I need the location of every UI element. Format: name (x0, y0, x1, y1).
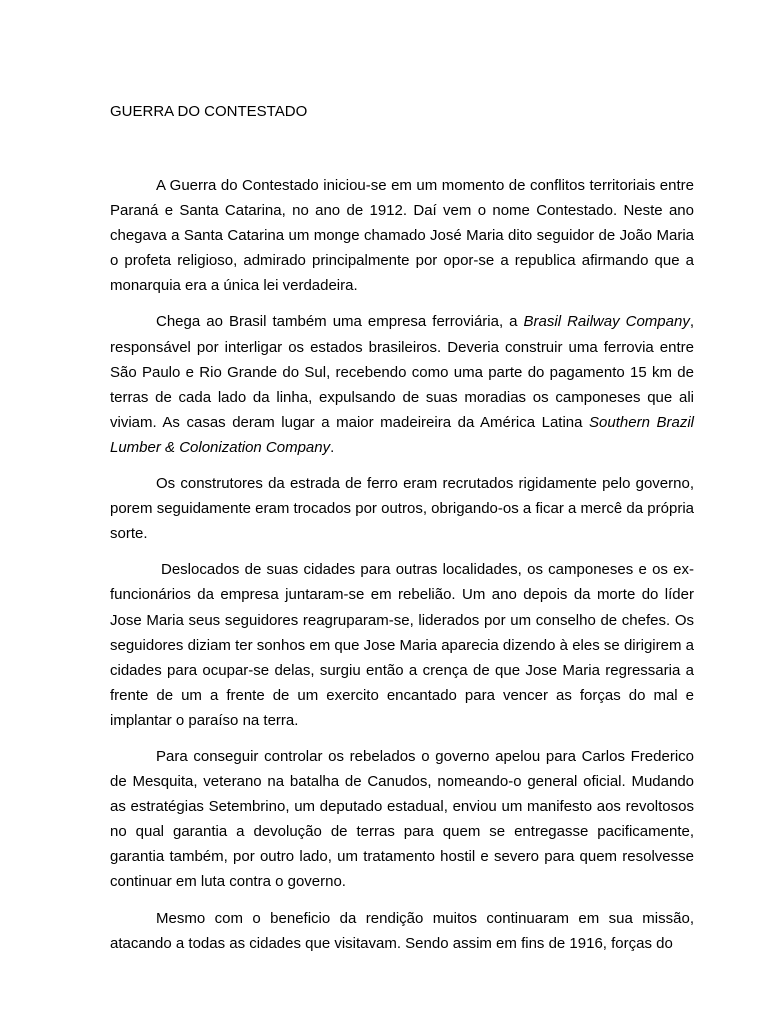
paragraph-text: Deslocados de suas cidades para outras localidades, os camponeses e os ex-funcionários da empresa juntaram-se em rebelião. Um ano depois da morte do líder Jose Maria seus seguidores reagruparam-se, liderados por um conselho de chefes. Os seguidores diziam ter sonhos em que Jose Maria aparecia dizendo à eles se dirigirem a cidades para ocupar-se delas, surgiu então a crença de que Jose Maria regressaria a frente de um a frente de um exercito encantado para vencer as forças do mal e implantar o paraíso na terra. (110, 561, 694, 729)
paragraph (110, 309, 694, 460)
paragraph-text: , responsável por interligar os estados brasileiros. Deveria construir uma ferrovia entre São Paulo e Rio Grande do Sul, recebendo como uma parte do pagamento 15 km de terras de cada lado da linha, expulsando de suas moradias os camponeses que ali viviam. As casas deram lugar a maior madeireira da América Latina (110, 313, 694, 431)
paragraph-text: Mesmo com o beneficio da rendição muitos continuaram em sua missão, atacando a todas as cidades que visitavam. Sendo assim em fins de 1916, forças do (110, 909, 694, 952)
company-name-italic: Southern Brazil Lumber & Colonization Company (110, 413, 694, 456)
paragraph-text: . (330, 438, 335, 456)
paragraph-text: Os construtores da estrada de ferro eram recrutados rigidamente pelo governo, porem seguidamente eram trocados por outros, obrigando-os a ficar a mercê da própria sorte. (110, 475, 694, 543)
paragraph (110, 173, 694, 298)
document-page (110, 102, 694, 967)
paragraph-text: A Guerra do Contestado iniciou-se em um momento de conflitos territoriais entre Paraná e Santa Catarina, no ano de 1912. Daí vem o nome Contestado. Neste ano chegava a Santa Catarina um monge chamado José Maria dito seguidor de João Maria o profeta religioso, admirado principalmente por opor-se a republica afirmando que a monarquia era a única lei verdadeira. (110, 177, 694, 295)
company-name-italic: Brasil Railway Company (523, 313, 690, 331)
paragraph (110, 557, 694, 733)
paragraph (110, 744, 694, 895)
document-title: GUERRA DO CONTESTADO (110, 103, 308, 120)
paragraph-text: Para conseguir controlar os rebelados o governo apelou para Carlos Frederico de Mesquita, veterano na batalha de Canudos, nomeando-o general oficial. Mudando as estratégias Setembrino, um deputado estadual, enviou um manifesto aos revoltosos no qual garantia a devolução de terras para quem se entregasse pacificamente, garantia também, por outro lado, um tratamento hostil e severo para quem resolvesse continuar em luta contra o governo. (110, 747, 694, 891)
paragraph-text: Chega ao Brasil também uma empresa ferroviária, a (156, 313, 524, 331)
paragraph (110, 471, 694, 546)
paragraph (110, 906, 694, 956)
